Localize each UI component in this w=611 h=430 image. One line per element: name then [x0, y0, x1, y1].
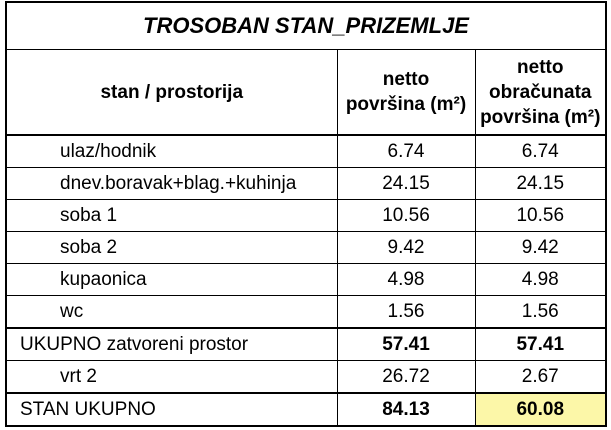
row-room-name: vrt 2 — [6, 361, 337, 394]
row-calc-area: 24.15 — [475, 168, 606, 200]
row-calc-area: 6.74 — [475, 135, 606, 168]
row-calc-area: 10.56 — [475, 200, 606, 232]
header-calc-area-line3: površina (m²) — [480, 106, 601, 128]
row-calc-area: 2.67 — [475, 361, 606, 394]
header-net-area — [337, 50, 475, 136]
total-net-area: 84.13 — [337, 393, 475, 426]
subtotal-calc-area: 57.41 — [475, 328, 606, 361]
row-room-name: dnev.boravak+blag.+kuhinja — [6, 168, 337, 200]
area-table — [5, 1, 607, 427]
header-calc-area — [475, 50, 606, 136]
header-room: stan / prostorija — [6, 50, 337, 136]
header-calc-area-line1: netto — [517, 56, 564, 78]
row-net-area: 26.72 — [337, 361, 475, 394]
table-row — [6, 135, 606, 168]
row-calc-area: 4.98 — [475, 264, 606, 296]
row-room-name: wc — [6, 296, 337, 329]
table-row — [6, 200, 606, 232]
row-net-area: 6.74 — [337, 135, 475, 168]
row-room-name: soba 1 — [6, 200, 337, 232]
total-label: STAN UKUPNO — [6, 393, 337, 426]
total-row — [6, 393, 606, 426]
header-row — [6, 50, 606, 136]
header-net-area-line2: površina (m²) — [345, 94, 467, 115]
row-net-area: 24.15 — [337, 168, 475, 200]
row-calc-area: 9.42 — [475, 232, 606, 264]
row-calc-area: 1.56 — [475, 296, 606, 329]
row-room-name: ulaz/hodnik — [6, 135, 337, 168]
table-row — [6, 296, 606, 329]
row-net-area: 10.56 — [337, 200, 475, 232]
row-room-name: kupaonica — [6, 264, 337, 296]
table-title: TROSOBAN STAN_PRIZEMLJE — [6, 2, 606, 50]
row-room-name: soba 2 — [6, 232, 337, 264]
subtotal-net-area: 57.41 — [337, 328, 475, 361]
title-row — [6, 2, 606, 50]
table-row — [6, 361, 606, 394]
header-calc-area-line2: obračunata — [489, 81, 592, 103]
subtotal-label: UKUPNO zatvoreni prostor — [6, 328, 337, 361]
row-net-area: 9.42 — [337, 232, 475, 264]
header-net-area-line1: netto — [382, 69, 430, 90]
total-calc-area: 60.08 — [475, 393, 606, 426]
row-net-area: 1.56 — [337, 296, 475, 329]
row-net-area: 4.98 — [337, 264, 475, 296]
table-row — [6, 264, 606, 296]
table-row — [6, 232, 606, 264]
subtotal-row — [6, 328, 606, 361]
table-row — [6, 168, 606, 200]
